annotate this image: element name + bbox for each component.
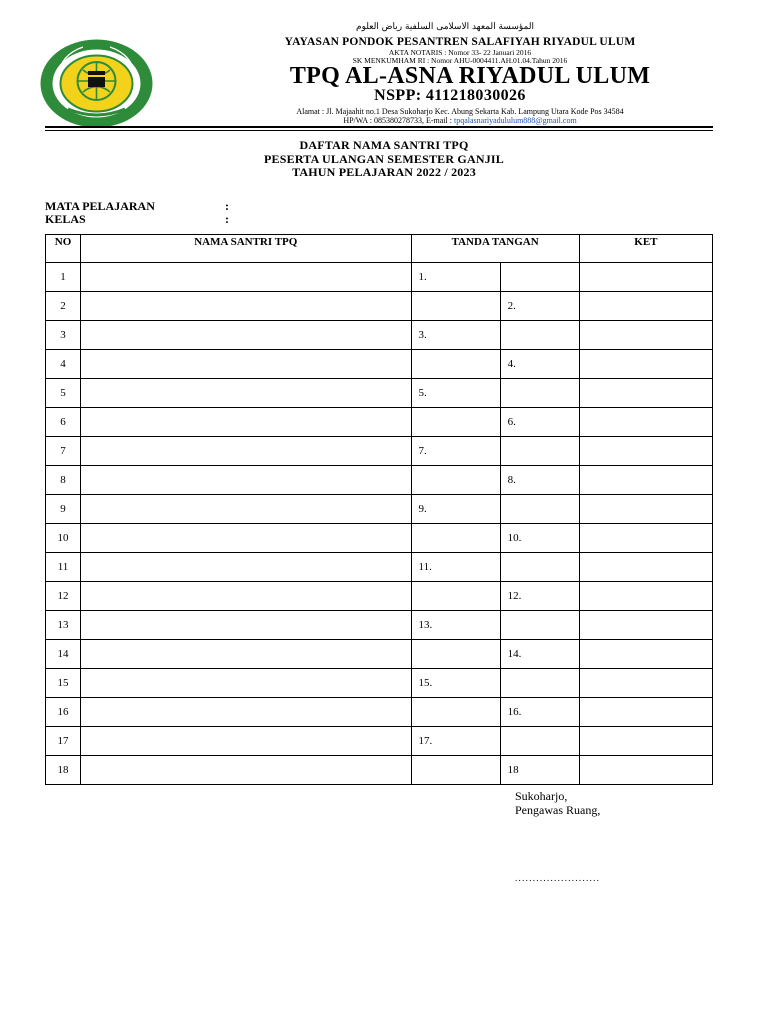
table-row <box>46 466 713 495</box>
table-row <box>46 495 713 524</box>
signature-cell-right[interactable] <box>500 263 579 292</box>
note-cell[interactable] <box>579 698 712 727</box>
table-row <box>46 698 713 727</box>
subject-label: MATA PELAJARAN <box>45 199 155 213</box>
row-number: 18 <box>46 756 81 785</box>
table-row <box>46 350 713 379</box>
note-cell[interactable] <box>579 582 712 611</box>
row-number: 13 <box>46 611 81 640</box>
document-title <box>150 139 618 180</box>
table-row <box>46 379 713 408</box>
signature-cell-right[interactable] <box>500 582 579 611</box>
signature-cell-left[interactable] <box>411 350 500 379</box>
signature-cell-left[interactable] <box>411 756 500 785</box>
signature-number: 4. <box>507 358 516 370</box>
nspp-number: NSPP: 411218030026 <box>374 87 526 104</box>
header-signature: TANDA TANGAN <box>411 235 579 263</box>
signature-cell-right[interactable] <box>500 292 579 321</box>
title-line-3: TAHUN PELAJARAN 2022 / 2023 <box>292 165 476 179</box>
signature-block <box>515 789 600 817</box>
student-name-cell[interactable] <box>81 321 411 350</box>
signature-number: 3. <box>418 329 427 341</box>
student-name-cell[interactable] <box>81 727 411 756</box>
signature-cell-left[interactable] <box>411 408 500 437</box>
signature-cell-right[interactable] <box>500 553 579 582</box>
signature-cell-left[interactable] <box>411 321 500 350</box>
header-name: NAMA SANTRI TPQ <box>81 235 411 263</box>
signature-cell-left[interactable] <box>411 553 500 582</box>
signature-cell-right[interactable] <box>500 727 579 756</box>
signature-number: 16. <box>507 706 522 718</box>
row-number: 12 <box>46 582 81 611</box>
student-name-cell[interactable] <box>81 698 411 727</box>
note-cell[interactable] <box>579 640 712 669</box>
student-name-cell[interactable] <box>81 669 411 698</box>
note-cell[interactable] <box>579 408 712 437</box>
signature-cell-left[interactable] <box>411 669 500 698</box>
table-row <box>46 437 713 466</box>
student-name-cell[interactable] <box>81 756 411 785</box>
table-body <box>46 263 713 785</box>
signature-cell-left[interactable] <box>411 263 500 292</box>
arabic-foundation-name: المؤسسة المعهد الاسلامى السلفية رياض العلوم <box>356 22 534 32</box>
school-name: TPQ AL-ASNA RIYADUL ULUM <box>289 63 651 89</box>
signature-number: 2. <box>507 300 516 312</box>
table-header-row <box>46 235 713 263</box>
note-cell[interactable] <box>579 379 712 408</box>
signature-cell-right[interactable] <box>500 495 579 524</box>
signature-cell-left[interactable] <box>411 698 500 727</box>
signature-cell-right[interactable] <box>500 611 579 640</box>
signature-cell-right[interactable] <box>500 350 579 379</box>
student-name-cell[interactable] <box>81 466 411 495</box>
signature-number: 10. <box>507 532 522 544</box>
signature-cell-left[interactable] <box>411 437 500 466</box>
signature-number: 1. <box>418 271 427 283</box>
signature-role: Pengawas Ruang, <box>515 803 601 817</box>
row-number: 15 <box>46 669 81 698</box>
table-row <box>46 611 713 640</box>
school-emblem-icon <box>38 37 155 130</box>
table-row <box>46 292 713 321</box>
note-cell[interactable] <box>579 727 712 756</box>
row-number: 3 <box>46 321 81 350</box>
signature-cell-left[interactable] <box>411 640 500 669</box>
signature-number: 12. <box>507 590 522 602</box>
student-name-cell[interactable] <box>81 437 411 466</box>
signature-number: 5. <box>418 387 427 399</box>
student-name-cell[interactable] <box>81 379 411 408</box>
signature-cell-right[interactable] <box>500 408 579 437</box>
signature-number: 8. <box>507 474 516 486</box>
email-link[interactable]: tpqalasnariyadululum888@gmail.com <box>453 116 577 125</box>
note-cell[interactable] <box>579 524 712 553</box>
row-number: 8 <box>46 466 81 495</box>
class-label: KELAS <box>45 212 86 226</box>
row-number: 10 <box>46 524 81 553</box>
table-row <box>46 553 713 582</box>
table-row <box>46 408 713 437</box>
signature-cell-left[interactable] <box>411 582 500 611</box>
table-row <box>46 582 713 611</box>
row-number: 7 <box>46 437 81 466</box>
note-cell[interactable] <box>579 466 712 495</box>
note-cell[interactable] <box>579 495 712 524</box>
table-row <box>46 727 713 756</box>
signature-number: 11. <box>418 561 432 573</box>
note-cell[interactable] <box>579 669 712 698</box>
table-row <box>46 524 713 553</box>
signature-cell-left[interactable] <box>411 495 500 524</box>
signature-cell-right[interactable] <box>500 466 579 495</box>
row-number: 16 <box>46 698 81 727</box>
row-number: 11 <box>46 553 81 582</box>
row-number: 9 <box>46 495 81 524</box>
class-field <box>45 212 229 227</box>
letterhead-divider-thick <box>45 126 713 128</box>
row-number: 14 <box>46 640 81 669</box>
title-line-1: DAFTAR NAMA SANTRI TPQ <box>299 138 469 152</box>
note-cell[interactable] <box>579 321 712 350</box>
table-row <box>46 263 713 292</box>
contact-line <box>200 116 720 125</box>
note-cell[interactable] <box>579 263 712 292</box>
row-number: 1 <box>46 263 81 292</box>
row-number: 5 <box>46 379 81 408</box>
class-colon: : <box>225 212 229 226</box>
signature-cell-right[interactable] <box>500 379 579 408</box>
student-name-cell[interactable] <box>81 263 411 292</box>
title-line-2: PESERTA ULANGAN SEMESTER GANJIL <box>264 151 504 166</box>
student-name-cell[interactable] <box>81 495 411 524</box>
note-cell[interactable] <box>579 553 712 582</box>
note-cell[interactable] <box>579 611 712 640</box>
address-block <box>200 107 720 125</box>
signature-number: 15. <box>418 677 433 689</box>
signature-number: 6. <box>507 416 516 428</box>
signature-number: 9. <box>418 503 427 515</box>
table-row <box>46 756 713 785</box>
signature-cell-left[interactable] <box>411 611 500 640</box>
student-name-cell[interactable] <box>81 582 411 611</box>
subject-colon: : <box>225 199 229 213</box>
student-roster-table <box>45 234 713 785</box>
address-line: Alamat : Jl. Majaahit no.1 Desa Sukoharjo Kec. Abung Sekarta Kab. Lampung Utara Kode Pos 34584 <box>296 107 624 116</box>
ministry-decree: SK MENKUMHAM RI : Nomor AHU-0004411.AH.01.04.Tahun 2016 <box>352 56 568 65</box>
student-name-cell[interactable] <box>81 611 411 640</box>
signature-cell-right[interactable] <box>500 640 579 669</box>
student-name-cell[interactable] <box>81 553 411 582</box>
signature-cell-left[interactable] <box>411 379 500 408</box>
header-note: KET <box>579 235 712 263</box>
header-no: NO <box>46 235 81 263</box>
signature-cell-right[interactable] <box>500 524 579 553</box>
signature-cell-left[interactable] <box>411 524 500 553</box>
letterhead-divider-thin <box>45 130 713 131</box>
signature-cell-right[interactable] <box>500 321 579 350</box>
signature-number: 14. <box>507 648 522 660</box>
signature-cell-right[interactable] <box>500 437 579 466</box>
signature-cell-left[interactable] <box>411 292 500 321</box>
contact-phone: HP/WA : 085380278733, E-mail : <box>343 116 454 125</box>
row-number: 6 <box>46 408 81 437</box>
student-name-cell[interactable] <box>81 292 411 321</box>
signature-cell-right[interactable] <box>500 698 579 727</box>
note-cell[interactable] <box>579 437 712 466</box>
signature-number: 7. <box>418 445 427 457</box>
foundation-name: YAYASAN PONDOK PESANTREN SALAFIYAH RIYADUL ULUM <box>284 36 636 48</box>
signature-number: 17. <box>418 735 433 747</box>
row-number: 2 <box>46 292 81 321</box>
signature-cell-left[interactable] <box>411 727 500 756</box>
signature-cell-right[interactable] <box>500 669 579 698</box>
table-row <box>46 669 713 698</box>
signature-cell-right[interactable] <box>500 756 579 785</box>
student-name-cell[interactable] <box>81 408 411 437</box>
note-cell[interactable] <box>579 350 712 379</box>
note-cell[interactable] <box>579 292 712 321</box>
signature-line: ........................ <box>515 873 601 883</box>
notary-deed: AKTA NOTARIS : Nomor 33- 22 Januari 2016 <box>388 48 532 57</box>
table-row <box>46 321 713 350</box>
row-number: 4 <box>46 350 81 379</box>
student-name-cell[interactable] <box>81 640 411 669</box>
row-number: 17 <box>46 727 81 756</box>
student-name-cell[interactable] <box>81 350 411 379</box>
signature-number: 18 <box>507 764 519 776</box>
signature-cell-left[interactable] <box>411 466 500 495</box>
table-row <box>46 640 713 669</box>
note-cell[interactable] <box>579 756 712 785</box>
signature-place: Sukoharjo, <box>515 789 568 803</box>
student-name-cell[interactable] <box>81 524 411 553</box>
signature-number: 13. <box>418 619 433 631</box>
